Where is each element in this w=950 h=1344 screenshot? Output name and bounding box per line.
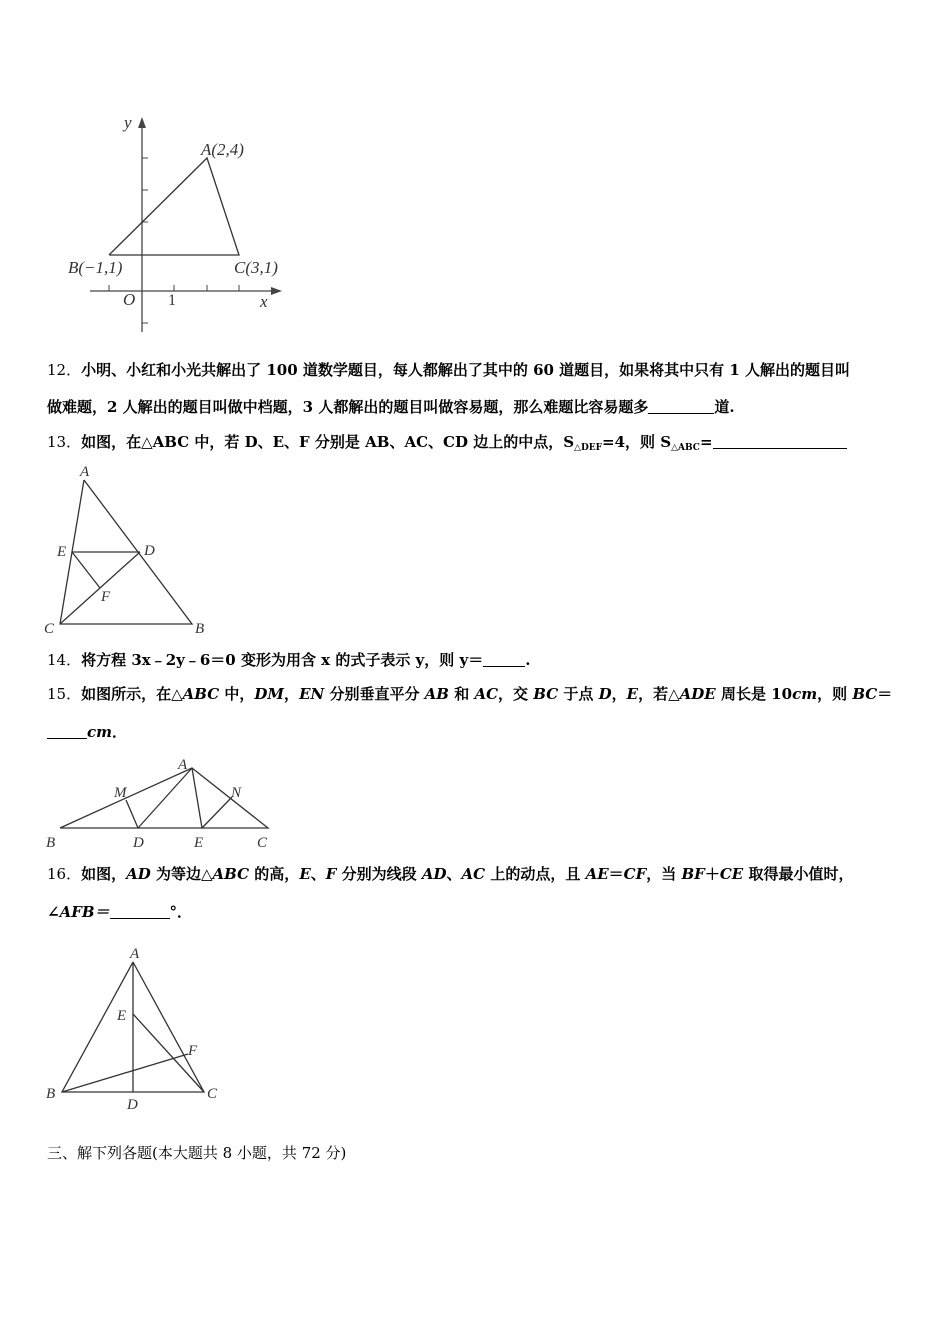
q16-angle: ∠AFB＝ [47,903,110,921]
answer-blank[interactable] [648,399,714,414]
q16-text: ＝ [608,865,624,883]
label-c: C [257,835,268,850]
subscript-def: △DEF [574,443,603,453]
label-c: C [207,1086,218,1102]
question-12-cont [47,397,910,417]
q16-text: 分别为线段 [336,865,422,883]
q16-text: 上的动点，且 [485,865,586,883]
q15-text: BC [852,685,878,703]
question-12-line1: 小明、小红和小光共解出了 100 道数学题目，每人都解出了其中的 60 道题目，如果将其中只有 1 人解出的题目叫 [81,361,851,379]
q16-text: ，当 [646,865,682,883]
label-a: A [178,757,188,773]
label-b: B [195,621,205,637]
q16-tail: °． [169,903,193,921]
question-12-line2: 做难题，2 人解出的题目叫做中档题，3 人都解出的题目叫做容易题，那么难题比容易题多 [47,398,649,416]
label-d: D [144,543,155,559]
q16-text: AE [585,865,609,883]
q16-text: AD [421,865,447,883]
question-16 [47,864,910,884]
q16-text: AC [461,865,486,883]
q15-text: ABC [182,685,220,703]
label-n: N [231,785,242,801]
q15-text: ＝ [877,685,893,703]
q15-text: 中， [219,685,255,703]
q15-text: BC [533,685,559,703]
label-f: F [101,589,111,605]
question-14 [47,650,910,670]
answer-blank[interactable] [110,904,170,919]
q15-text: 和 [449,685,475,703]
label-m: M [114,785,127,801]
q16-text: 如图， [81,865,127,883]
label-b: B [46,835,56,850]
q15-text: 于点 [558,685,599,703]
q16-text: BF [681,865,705,883]
q16-text: 的高， [249,865,300,883]
q16-text: ABC [212,865,250,883]
label-e: E [57,544,67,560]
question-number: 14． [47,651,82,669]
question-number: 13． [47,433,82,451]
question-12-tail: 道. [714,398,735,416]
q15-text: cm [792,685,818,703]
y-axis-label: y [124,113,132,132]
q15-text: AB [424,685,449,703]
subscript-abc: △ABC [671,443,700,453]
q16-text: AD [126,865,151,883]
q15-text: ，则 [817,685,853,703]
q15-tail: ． [112,723,128,741]
point-a-label: A(2,4) [201,140,244,159]
question-number: 16． [47,865,82,883]
label-c: C [44,621,55,637]
x-axis-label: x [260,292,268,311]
label-a: A [130,946,140,962]
triangle-figure-15 [40,755,280,850]
q15-text: ， [284,685,300,703]
point-b-label: B(−1,1) [68,258,123,277]
label-b: B [46,1086,56,1102]
label-a: A [80,464,90,480]
q16-text: E [299,865,311,883]
coordinate-figure [60,112,310,342]
q15-text: ， [611,685,627,703]
tick-one-label: 1 [168,292,176,309]
question-15 [47,684,910,704]
label-d: D [127,1097,138,1113]
q16-text: 、 [310,865,326,883]
answer-blank[interactable] [47,724,87,739]
answer-blank[interactable] [713,434,847,449]
question-14-text: 将方程 3x﹣2y﹣6＝0 变形为用含 x 的式子表示 y，则 y＝ [81,651,484,669]
q16-text: ＋ [704,865,720,883]
q15-text: ，交 [498,685,534,703]
origin-label: O [123,290,136,309]
label-e: E [194,835,204,850]
q16-text: CF [623,865,647,883]
q15-text: DM [254,685,285,703]
question-number: 12． [47,361,82,379]
question-13-text-a: 如图，在△ABC 中，若 D、E、F 分别是 AB、AC、CD 边上的中点，S [81,433,575,451]
q16-text: F [325,865,337,883]
q15-text: EN [299,685,325,703]
question-13 [47,432,910,458]
question-14-tail: . [525,651,531,669]
label-f: F [188,1043,198,1059]
q15-unit: cm [87,723,113,741]
q15-text: ADE [679,685,716,703]
q15-text: 周长是 10 [715,685,793,703]
q15-text: D [598,685,612,703]
q16-text: 取得最小值时， [743,865,854,883]
q15-text: ，若△ [638,685,680,703]
question-13-text-c: = [699,433,713,451]
question-15-cont [47,722,910,742]
question-number: 15． [47,685,82,703]
q15-text: 如图所示，在△ [81,685,183,703]
q16-text: 、 [446,865,462,883]
section-title: 三、解下列各题(本大题共 8 小题，共 72 分) [47,1144,347,1162]
label-e: E [117,1008,127,1024]
q15-text: E [626,685,639,703]
triangle-figure-16 [40,940,230,1115]
q16-text: 为等边△ [150,865,213,883]
question-16-cont [47,902,910,922]
q15-text: AC [474,685,499,703]
q15-text: 分别垂直平分 [324,685,425,703]
question-13-text-b: =4，则 S [602,433,672,451]
point-c-label: C(3,1) [234,258,278,277]
triangle-figure-13 [40,458,220,638]
question-12 [47,360,910,380]
answer-blank[interactable] [483,652,525,667]
label-d: D [133,835,144,850]
q16-text: CE [719,865,744,883]
